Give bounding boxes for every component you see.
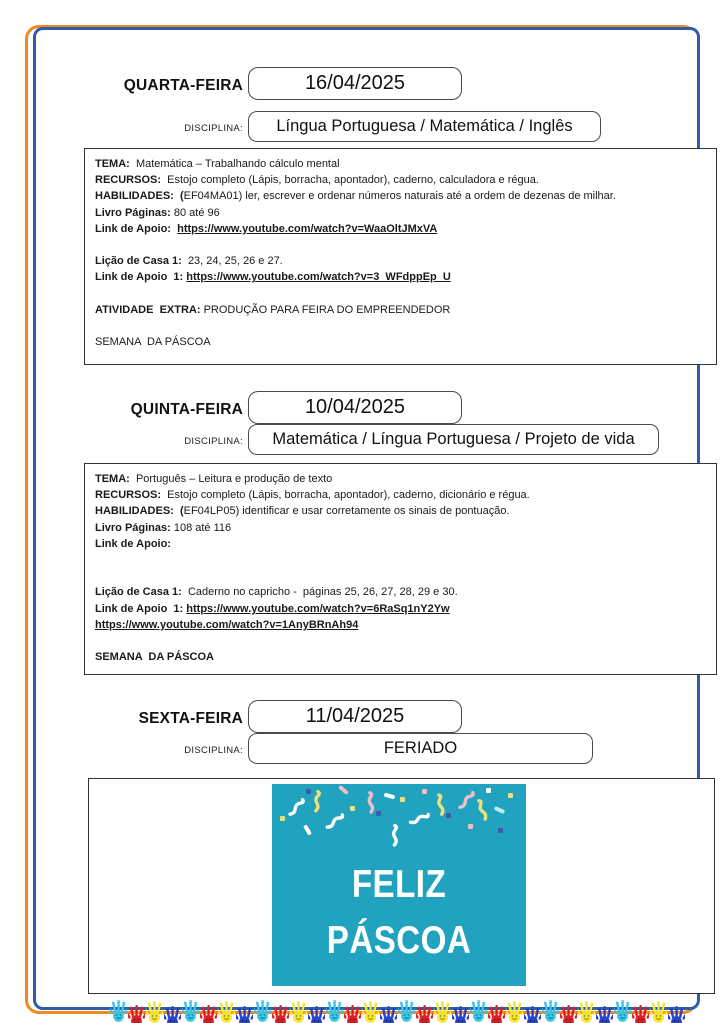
inner-blue-frame: [33, 27, 700, 1010]
content-text: SEMANA DA PÁSCOA: [95, 651, 214, 664]
confetti-bar: [303, 824, 312, 836]
discipline-label: DISCIPLINA:: [184, 745, 243, 756]
handprint-icon: [110, 1000, 127, 1022]
easter-greeting-line1: FELIZ: [351, 861, 447, 906]
content-line: [95, 156, 706, 172]
content-text: TEMA:: [95, 158, 130, 170]
content-text: 23, 24, 25, 26 e 27.: [181, 255, 283, 268]
content-text: SEMANA DA PÁSCOA: [95, 336, 211, 349]
support-link[interactable]: https://www.youtube.com/watch?v=WaaOltJMxVA: [177, 222, 438, 235]
easter-greeting: [282, 856, 516, 968]
content-text: RECURSOS:: [95, 174, 162, 187]
content-line: [95, 552, 706, 568]
confetti-dot: [306, 789, 311, 794]
content-line: [95, 286, 706, 302]
content-line: [95, 302, 706, 318]
content-text: EF04MA01) ler, escrever e ordenar números naturais até a ordem de dezenas de milhar.: [183, 190, 616, 203]
content-text: PRODUÇÃO PARA FEIRA DO EMPREENDEDOR: [200, 303, 451, 316]
confetti-sq: [359, 789, 385, 820]
confetti-dot: [422, 789, 427, 794]
content-text: Estojo completo (Lápis, borracha, apontador), caderno, dicionário e régua.: [161, 489, 530, 502]
content-text: Link de Apoio:: [95, 222, 171, 235]
handprint-icon: [146, 1001, 163, 1023]
discipline-box-quinta: [248, 424, 659, 455]
date-value: 16/04/2025: [304, 72, 406, 94]
date-box-sexta: [248, 700, 462, 733]
support-link[interactable]: https://www.youtube.com/watch?v=6RaSq1nY2Yw: [186, 602, 450, 615]
support-link[interactable]: https://www.youtube.com/watch?v=3_WFdppEp_U: [186, 271, 451, 284]
content-line: [95, 584, 706, 600]
handprint-icon: [560, 1005, 577, 1023]
confetti-dot: [498, 828, 503, 833]
handprint-icon: [308, 1006, 325, 1023]
discipline-value: FERIADO: [383, 739, 458, 757]
handprint-icon: [344, 1005, 361, 1023]
confetti-dot: [508, 793, 513, 798]
content-box-quinta: [84, 463, 717, 675]
discipline-box-sexta: [248, 733, 593, 764]
content-text: Lição de Casa 1:: [95, 586, 182, 599]
date-box-quinta: [248, 391, 462, 424]
handprint-icon: [470, 1000, 487, 1022]
day-label-quarta: QUARTA-FEIRA: [123, 77, 243, 94]
date-value: 10/04/2025: [304, 396, 406, 418]
content-text: Livro Páginas:: [95, 521, 171, 534]
confetti-dot: [486, 788, 491, 793]
handprint-icon: [254, 1000, 271, 1022]
content-line: [95, 205, 706, 221]
content-line: [95, 318, 706, 334]
content-text: Livro Páginas:: [95, 206, 171, 219]
feliz-pascoa-card: [272, 784, 526, 986]
content-text: TEMA:: [95, 473, 130, 485]
content-line: [95, 269, 706, 285]
handprint-icon: [668, 1006, 685, 1023]
confetti-sq: [403, 805, 433, 835]
content-line: [95, 471, 706, 487]
handprint-icon: [272, 1005, 289, 1023]
content-line: [95, 520, 706, 536]
content-text: Matemática – Trabalhando cálculo mental: [129, 158, 340, 170]
content-line: [95, 503, 706, 519]
discipline-label: DISCIPLINA:: [184, 436, 243, 447]
handprint-icon: [380, 1006, 397, 1023]
content-line: [95, 253, 706, 269]
content-line: [95, 568, 706, 584]
content-line: [95, 221, 706, 237]
discipline-value: Língua Portuguesa / Matemática / Inglês: [276, 117, 573, 135]
confetti-dot: [400, 797, 405, 802]
handprint-icon: [452, 1006, 469, 1023]
date-box-quarta: [248, 67, 462, 100]
content-box-quarta: [84, 148, 717, 365]
confetti-bar: [384, 793, 396, 800]
handprint-icon: [218, 1001, 235, 1023]
handprint-icon: [524, 1006, 541, 1023]
content-text: 108 até 116: [170, 521, 232, 534]
handprint-icon: [290, 1001, 307, 1023]
content-line: [95, 633, 706, 649]
handprint-icon: [506, 1001, 523, 1023]
handprint-icon: [326, 1000, 343, 1022]
content-line: [95, 188, 706, 204]
content-line: [95, 601, 706, 617]
easter-content-box: [88, 778, 715, 994]
handprint-icon: [650, 1001, 667, 1023]
content-text: ATIVIDADE EXTRA:: [95, 303, 201, 316]
handprint-icon: [614, 1000, 631, 1022]
day-label-quinta: QUINTA-FEIRA: [130, 401, 243, 418]
handprint-icon: [488, 1005, 505, 1023]
confetti-sq: [428, 791, 455, 822]
confetti-dot: [280, 816, 285, 821]
content-text: HABILIDADES: (: [95, 505, 184, 518]
content-line: [95, 334, 706, 350]
handprint-icon: [542, 1000, 559, 1022]
support-link[interactable]: https://www.youtube.com/watch?v=1AnyBRnAh94: [95, 618, 359, 631]
content-text: Português – Leitura e produção de texto: [129, 473, 333, 485]
content-line: [95, 536, 706, 552]
date-value: 11/04/2025: [305, 705, 405, 727]
handprint-icon: [200, 1005, 217, 1023]
content-line: [95, 237, 706, 253]
discipline-label: DISCIPLINA:: [184, 123, 243, 134]
content-text: Link de Apoio 1:: [95, 602, 184, 615]
handprint-icon: [398, 1000, 415, 1022]
content-text: Caderno no capricho - páginas 25, 26, 27, 28, 29 e 30.: [181, 586, 458, 599]
handprint-icon: [578, 1001, 595, 1023]
confetti-sq: [284, 794, 308, 825]
content-text: Link de Apoio:: [95, 537, 171, 550]
content-line: [95, 617, 706, 633]
content-text: Lição de Casa 1:: [95, 255, 182, 268]
handprint-icon: [632, 1005, 649, 1023]
confetti-dot: [350, 806, 355, 811]
handprint-icon: [434, 1001, 451, 1023]
handprint-icon: [236, 1006, 253, 1023]
content-text: HABILIDADES: (: [95, 190, 184, 203]
content-line: [95, 649, 706, 665]
content-text: Estojo completo (Lápis, borracha, apontador), caderno, calculadora e régua.: [161, 174, 539, 187]
handprint-icon: [416, 1005, 433, 1023]
handprint-icon: [164, 1006, 181, 1023]
content-line: [95, 172, 706, 188]
confetti-bar: [338, 785, 349, 795]
confetti-dot: [376, 811, 381, 816]
handprint-icon: [362, 1001, 379, 1023]
handprint-icon: [596, 1006, 613, 1023]
handprint-icon: [128, 1005, 145, 1023]
content-text: Link de Apoio 1:: [95, 271, 184, 284]
content-text: 80 até 96: [170, 206, 220, 219]
handprint-border: [36, 1000, 722, 1023]
day-label-sexta: SEXTA-FEIRA: [138, 710, 243, 727]
easter-greeting-line2: PÁSCOA: [326, 917, 472, 962]
confetti-dot: [446, 813, 451, 818]
content-line: [95, 487, 706, 503]
content-text: EF04LP05) identificar e usar corretamente os sinais de pontuação.: [183, 505, 510, 518]
content-text: RECURSOS:: [95, 489, 162, 502]
discipline-box-quarta: [248, 111, 601, 142]
confetti-dot: [468, 824, 473, 829]
discipline-value: Matemática / Língua Portuguesa / Projeto de vida: [272, 430, 635, 448]
handprint-icon: [182, 1000, 199, 1022]
